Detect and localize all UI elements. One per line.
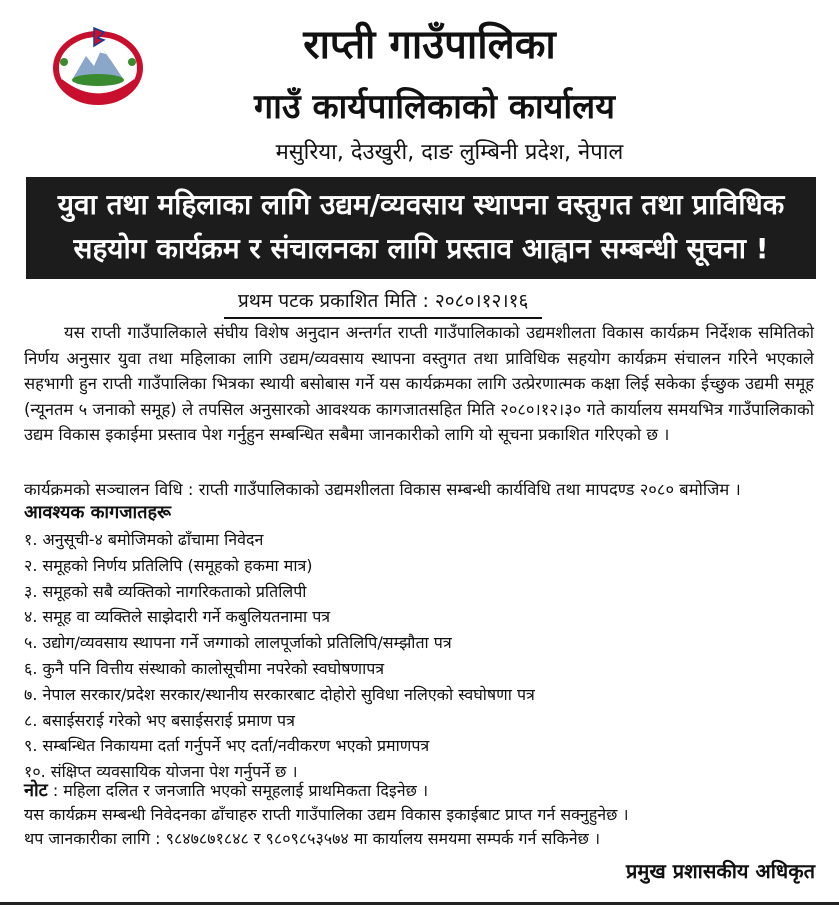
headline-line-2: सहयोग कार्यक्रम र संचालनका लागि प्रस्ताव आह्वान सम्बन्धी सूचना ! [73, 232, 769, 265]
document-item: ६. कुनै पनि वित्तीय संस्थाको कालोसूचीमा नपरेको स्वघोषणापत्र [24, 658, 385, 678]
note-text: : महिला दलित र जनजाति भएको समूहलाई प्राथमिकता दिइनेछ । [52, 781, 429, 800]
document-item: ८. बसाईसराई गरेको भए बसाईसराई प्रमाण पत्र [24, 710, 295, 730]
document-item: ३. समूहको सबै व्यक्तिको नागरिकताको प्रतिलिपी [24, 581, 307, 601]
headline-line-1: युवा तथा महिलाका लागि उद्यम/व्यवसाय स्थापना वस्तुगत तथा प्राविधिक [57, 188, 785, 221]
info-line-contact: थप जानकारीका लागि : ९८४७८७१८४८ र ९८०९८५३५७४ मा कार्यालय समयमा सम्पर्क गर्न सकिनेछ । [24, 829, 601, 848]
notice-headline [26, 177, 816, 279]
org-title: राप्ती गाउँपालिका [303, 22, 556, 68]
signature-title: प्रमुख प्रशासकीय अधिकृत [626, 859, 815, 883]
document-item: ७. नेपाल सरकार/प्रदेश सरकार/स्थानीय सरकारबाट दोहोरो सुविधा नलिएको स्वघोषणा पत्र [24, 684, 535, 704]
office-title: गाउँ कार्यपालिकाको कार्यालय [254, 87, 615, 127]
document-item: ९. सम्बन्धित निकायमा दर्ता गर्नुपर्ने भए दर्ता/नवीकरण भएको प्रमाणपत्र [24, 736, 430, 756]
document-item: १०. संक्षिप्त व्यवसायिक योजना पेश गर्नुपर्ने छ । [24, 762, 298, 782]
office-address: मसुरिया, देउखुरी, दाङ लुम्बिनी प्रदेश, नेपाल [275, 140, 624, 165]
bottom-divider [0, 902, 839, 905]
documents-list [24, 527, 814, 785]
document-item: २. समूहको निर्णय प्रतिलिपि (समूहको हकमा मात्र) [24, 555, 313, 575]
document-item: ५. उद्योग/व्यवसाय स्थापना गर्ने जग्गाको लालपूर्जाको प्रतिलिपि/सम्झौता पत्र [24, 633, 452, 653]
publication-date: प्रथम पटक प्रकाशित मिति : २०८०।१२।१६ [224, 287, 542, 319]
info-line-forms: यस कार्यक्रम सम्बन्धी निवेदनका ढाँचाहरु राप्ती गाउँपालिका उद्यम विकास इकाईबाट प्राप्त गर्न सक्नुहुनेछ । [24, 805, 629, 824]
operation-method: कार्यक्रमको सञ्चालन विधि : राप्ती गाउँपालिकाको उद्यमशीलता विकास सम्बन्धी कार्यविधि तथा मापदण्ड २०८० बमोजिम । [24, 480, 741, 499]
note [24, 779, 428, 803]
document-item: ४. समूह वा व्यक्तिले साझेदारी गर्ने कबुलियतनामा पत्र [24, 607, 331, 627]
document-item: १. अनुसूची-४ बमोजिमको ढाँचामा निवेदन [24, 530, 264, 549]
note-label: नोट [24, 780, 48, 801]
notice-body: यस राप्ती गाउँपालिकाले संघीय विशेष अनुदान अन्तर्गत राप्ती गाउँपालिकाको उद्यमशीलता विकास कार्यक्रम निर्देशक समितिको निर्णय अनुसार युवा तथा महिलाका लागि उद्यम/व्यवसाय स्थापना वस्तुगत तथा प्राविधिक सहयोग कार्यक्रम संचालन गरिने भएकाले सहभागी हुन राप्ती गाउँपालिका भित्रका स्थायी बसोबास गर्ने यस कार्यक्रमका लागि उत्प्रेरणात्मक कक्षा लिई सकेका ईच्छुक उद्यमी समूह (न्यूनतम ५ जनाको समूह) ले तपसिल अनुसारको आवश्यक कागजातसहित मिति २०८०।१२।३० गते कार्यालय समयभित्र गाउँपालिकाको उद्यम विकास इकाईमा प्रस्ताव पेश गर्नुहुन सम्बन्धित सबैमा जानकारीको लागि यो सूचना प्रकाशित गरिएको छ । [24, 323, 814, 444]
documents-heading: आवश्यक कागजातहरू [24, 502, 172, 523]
